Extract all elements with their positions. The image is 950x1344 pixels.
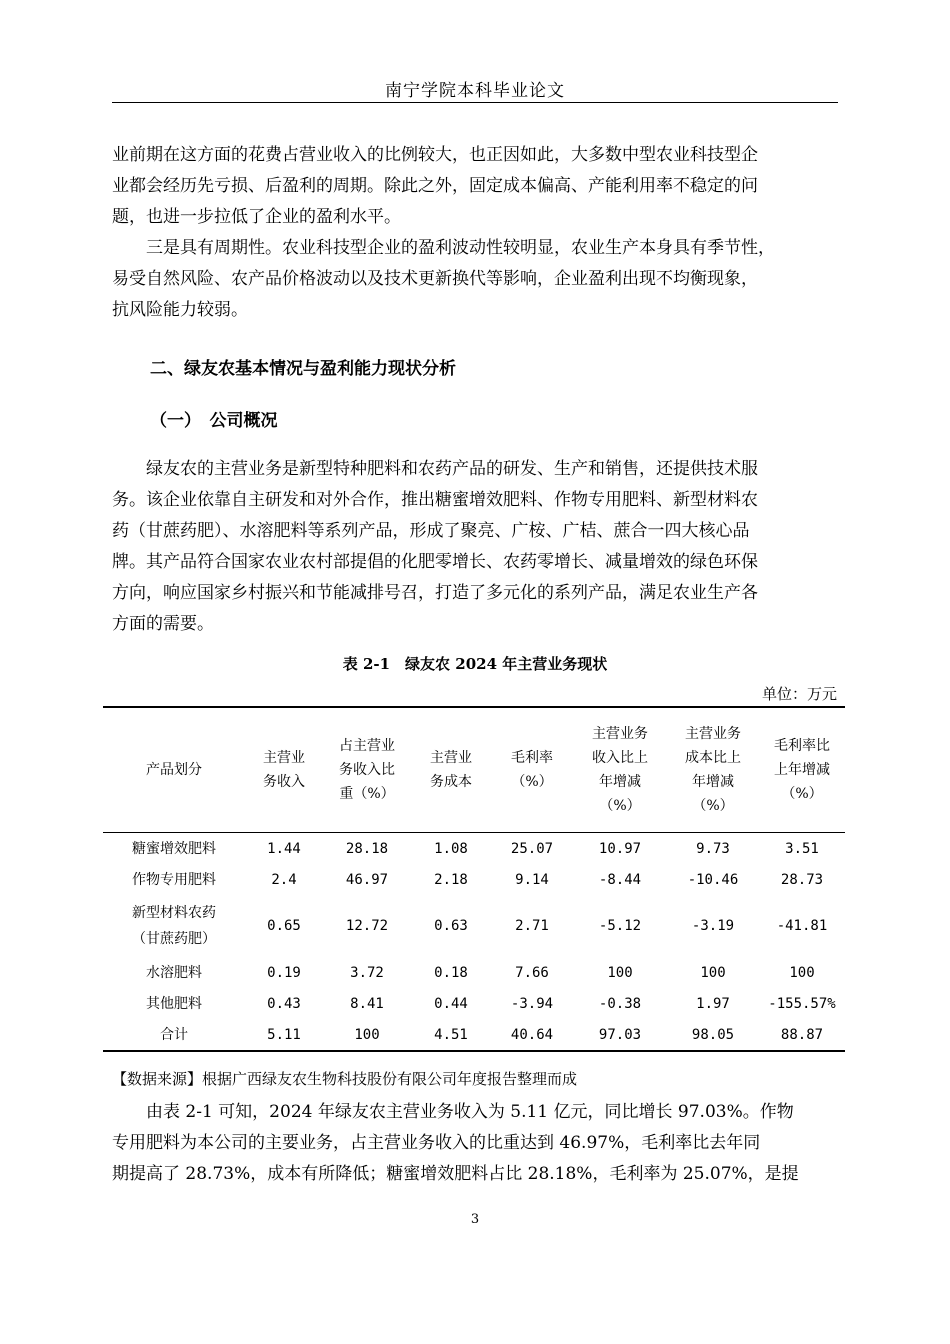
text-line: 药（甘蔗药肥）、水溶肥料等系列产品，形成了聚亮、广桉、广桔、蔗合一四大核心品 bbox=[112, 521, 750, 541]
text-line: 由表 2-1 可知，2024 年绿友农主营业务收入为 5.11 亿元，同比增长 97.03%。作物 bbox=[112, 1102, 794, 1122]
column-header: 产品划分 bbox=[103, 707, 245, 833]
table-caption: 表 2-1 绿友农 2024 年主营业务现状 bbox=[342, 655, 608, 673]
value-cell: -155.57% bbox=[768, 995, 836, 1012]
value-cell: 40.64 bbox=[491, 1019, 573, 1051]
column-header: 毛利率比 上年增减 （%） bbox=[759, 707, 845, 833]
paragraph-1 bbox=[112, 140, 838, 233]
column-header: 主营业务 收入比上 年增减 （%） bbox=[573, 707, 667, 833]
value-cell: 9.73 bbox=[696, 840, 730, 857]
paragraph-4 bbox=[112, 1097, 838, 1190]
table-header-row bbox=[103, 707, 845, 833]
text-line: 题，也进一步拉低了企业的盈利水平。 bbox=[112, 207, 401, 227]
value-cell: 3.51 bbox=[785, 840, 819, 857]
value-cell: 100 bbox=[700, 964, 726, 981]
paragraph-2 bbox=[112, 233, 838, 326]
value-cell: -41.81 bbox=[776, 918, 828, 934]
table-row bbox=[103, 895, 845, 957]
value-cell: 7.66 bbox=[515, 964, 549, 981]
column-header: 占主营业 务收入比 重（%） bbox=[323, 707, 411, 833]
column-header: 毛利率 （%） bbox=[491, 707, 573, 833]
value-cell: 1.97 bbox=[696, 995, 730, 1012]
value-cell: -5.12 bbox=[598, 918, 642, 934]
text-line: 方面的需要。 bbox=[112, 614, 214, 634]
value-cell: 88.87 bbox=[759, 1019, 845, 1051]
value-cell: 1.08 bbox=[434, 840, 468, 857]
text-line: 牌。其产品符合国家农业农村部提倡的化肥零增长、农药零增长、减量增效的绿色环保 bbox=[112, 552, 758, 572]
page-number: 3 bbox=[470, 1212, 480, 1227]
value-cell: 0.65 bbox=[267, 918, 301, 934]
value-cell: 9.14 bbox=[515, 871, 549, 888]
product-name-cell: 糖蜜增效肥料 bbox=[132, 840, 216, 857]
value-cell: 2.4 bbox=[271, 871, 297, 888]
value-cell: 100 bbox=[607, 964, 633, 981]
column-header: 主营业 务收入 bbox=[245, 707, 323, 833]
value-cell: 10.97 bbox=[598, 840, 642, 857]
value-cell: 97.03 bbox=[573, 1019, 667, 1051]
value-cell: 25.07 bbox=[510, 840, 554, 857]
value-cell: 28.73 bbox=[780, 871, 824, 888]
text-line: 务。该企业依靠自主研发和对外合作，推出糖蜜增效肥料、作物专用肥料、新型材料农 bbox=[112, 490, 758, 510]
value-cell: 5.11 bbox=[245, 1019, 323, 1051]
text-line: 专用肥料为本公司的主要业务，占主营业务收入的比重达到 46.97%，毛利率比去年同 bbox=[112, 1133, 761, 1153]
text-line: 抗风险能力较弱。 bbox=[112, 300, 248, 320]
value-cell: 0.19 bbox=[267, 964, 301, 981]
paragraph-3 bbox=[112, 454, 838, 640]
product-name-cell: 新型材料农药 （甘蔗药肥） bbox=[132, 905, 216, 947]
value-cell: 2.18 bbox=[434, 871, 468, 888]
value-cell: 1.44 bbox=[267, 840, 301, 857]
header-divider bbox=[112, 102, 838, 103]
running-header: 南宁学院本科毕业论文 bbox=[385, 81, 565, 101]
section-heading: 二、绿友农基本情况与盈利能力现状分析 bbox=[150, 359, 456, 379]
value-cell: 46.97 bbox=[345, 871, 389, 888]
value-cell: 98.05 bbox=[667, 1019, 759, 1051]
value-cell: -8.44 bbox=[598, 871, 642, 888]
value-cell: -0.38 bbox=[598, 995, 642, 1012]
text-line: 业都会经历先亏损、后盈利的周期。除此之外，固定成本偏高、产能利用率不稳定的问 bbox=[112, 176, 758, 196]
value-cell: 2.71 bbox=[515, 918, 549, 934]
table-row bbox=[103, 864, 845, 895]
value-cell: 28.18 bbox=[345, 840, 389, 857]
value-cell: 100 bbox=[789, 964, 815, 981]
table-row bbox=[103, 1019, 845, 1051]
product-name-cell: 作物专用肥料 bbox=[132, 871, 216, 888]
value-cell: 4.51 bbox=[411, 1019, 491, 1051]
column-header: 主营业 务成本 bbox=[411, 707, 491, 833]
text-line: 期提高了 28.73%，成本有所降低；糖蜜增效肥料占比 28.18%，毛利率为 25.07%，是提 bbox=[112, 1164, 799, 1184]
subsection-heading: （一） 公司概况 bbox=[150, 411, 278, 431]
value-cell: 0.44 bbox=[434, 995, 468, 1012]
product-name-cell: 合计 bbox=[103, 1019, 245, 1051]
value-cell: -3.19 bbox=[691, 918, 735, 934]
table-row bbox=[103, 957, 845, 988]
value-cell: -3.94 bbox=[510, 995, 554, 1012]
value-cell: 0.43 bbox=[267, 995, 301, 1012]
data-source-note: 【数据来源】根据广西绿友农生物科技股份有限公司年度报告整理而成 bbox=[112, 1070, 578, 1088]
table-row bbox=[103, 833, 845, 865]
text-line: 绿友农的主营业务是新型特种肥料和农药产品的研发、生产和销售，还提供技术服 bbox=[112, 459, 758, 479]
text-line: 易受自然风险、农产品价格波动以及技术更新换代等影响，企业盈利出现不均衡现象， bbox=[112, 269, 758, 289]
value-cell: 100 bbox=[323, 1019, 411, 1051]
value-cell: 12.72 bbox=[345, 918, 389, 934]
table-unit: 单位：万元 bbox=[761, 685, 837, 703]
table-row bbox=[103, 988, 845, 1019]
column-header: 主营业务 成本比上 年增减 （%） bbox=[667, 707, 759, 833]
value-cell: 0.18 bbox=[434, 964, 468, 981]
text-line: 三是具有周期性。农业科技型企业的盈利波动性较明显，农业生产本身具有季节性， bbox=[112, 238, 775, 258]
text-line: 业前期在这方面的花费占营业收入的比例较大，也正因如此，大多数中型农业科技型企 bbox=[112, 145, 758, 165]
product-name-cell: 水溶肥料 bbox=[146, 964, 202, 981]
value-cell: 0.63 bbox=[434, 918, 468, 934]
value-cell: -10.46 bbox=[687, 871, 739, 888]
business-table bbox=[103, 706, 845, 1052]
text-line: 方向，响应国家乡村振兴和节能减排号召，打造了多元化的系列产品，满足农业生产各 bbox=[112, 583, 758, 603]
value-cell: 8.41 bbox=[350, 995, 384, 1012]
product-name-cell: 其他肥料 bbox=[146, 995, 202, 1012]
value-cell: 3.72 bbox=[350, 964, 384, 981]
